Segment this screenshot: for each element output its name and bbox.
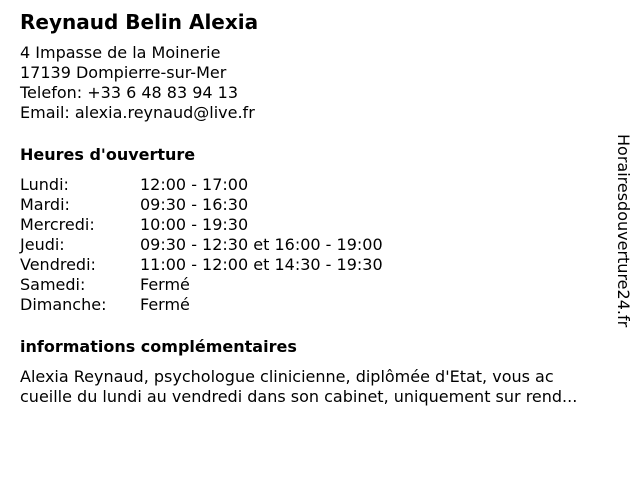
day-label: Lundi: — [20, 175, 69, 194]
hours-row-thursday — [20, 235, 610, 255]
hours-row-saturday — [20, 275, 610, 295]
business-name: Reynaud Belin Alexia — [20, 10, 259, 34]
watermark-text: Horairesdouverture24.fr — [614, 134, 633, 328]
hours-table — [20, 175, 610, 315]
hours-row-sunday — [20, 295, 610, 315]
time-value: 12:00 - 17:00 — [140, 175, 249, 194]
day-label: Dimanche: — [20, 295, 107, 314]
business-card — [20, 8, 610, 407]
hours-row-tuesday — [20, 195, 610, 215]
time-value: 11:00 - 12:00 et 14:30 - 19:30 — [140, 255, 383, 274]
day-label: Jeudi: — [20, 235, 65, 254]
email-text: Email: alexia.reynaud@live.fr — [20, 103, 255, 122]
time-value: 09:30 - 16:30 — [140, 195, 249, 214]
hours-title: Heures d'ouverture — [20, 145, 196, 164]
contact-block — [20, 43, 610, 123]
day-label: Vendredi: — [20, 255, 96, 274]
time-value: 10:00 - 19:30 — [140, 215, 249, 234]
address-city: 17139 Dompierre-sur-Mer — [20, 63, 227, 82]
info-line: cueille du lundi au vendredi dans son cabinet, uniquement sur rend... — [20, 387, 578, 406]
info-title: informations complémentaires — [20, 337, 297, 356]
info-description — [20, 367, 626, 407]
phone-text: Telefon: +33 6 48 83 94 13 — [20, 83, 239, 102]
time-value: 09:30 - 12:30 et 16:00 - 19:00 — [140, 235, 383, 254]
day-label: Samedi: — [20, 275, 86, 294]
time-value: Fermé — [140, 275, 190, 294]
info-line: Alexia Reynaud, psychologue clinicienne, diplômée d'Etat, vous ac — [20, 367, 554, 386]
address-street: 4 Impasse de la Moinerie — [20, 43, 221, 62]
day-label: Mardi: — [20, 195, 70, 214]
time-value: Fermé — [140, 295, 190, 314]
day-label: Mercredi: — [20, 215, 95, 234]
hours-row-friday — [20, 255, 610, 275]
hours-row-monday — [20, 175, 610, 195]
hours-row-wednesday — [20, 215, 610, 235]
